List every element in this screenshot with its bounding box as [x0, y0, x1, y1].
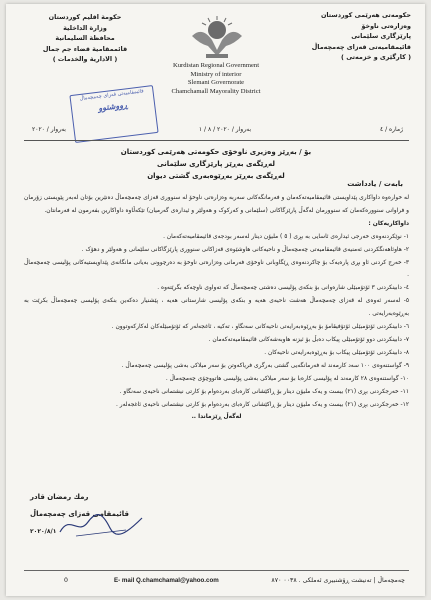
footer — [24, 574, 409, 588]
list-item: ٥- لەسەر ئەوەی لە قەزای چەمچەماڵ هەشت ناحیەی هەیە و بنکەی پۆلیسی شارستانی هەیە ، پێشنیار دەکەین بنکەی پۆلیسی چەمچەماڵ بکرێت بە بەڕێوەبەرایەتی . — [24, 298, 409, 318]
meta-row — [26, 124, 411, 136]
krg-emblem-icon — [182, 14, 252, 60]
footer-address: چەمچەماڵ | تەنیشت ڕۆشنبیری ئەملکی . ٠٠٣٨ ٨٧٠ — [271, 577, 405, 584]
doc-date: بەروار / ٢٠٢٠ / ٨ / ١ — [198, 126, 251, 133]
header-line: محافظة السليمانية — [55, 34, 115, 42]
page-number: 0 — [64, 577, 68, 584]
footer-divider — [24, 570, 409, 571]
list-item: ١٢- خەرجکردنی بڕی (٢١) بیست و یەک ملیۆن دینار بۆ ڕاکێشانی کارەبای بەردەوام بۆ کارتی نیشتمانی ناحیەی ئاغجەلەر . — [116, 401, 409, 408]
divider — [24, 140, 409, 141]
header-english — [136, 62, 296, 96]
list-item: ٩- گواستنەوەی ١٠٠ سەد کارمەند لە فەرمانگەیی گشتی بەرگری فریاکەوتن بۆ سەر میلاکی بەشی پۆلیسی چەمچەماڵ . — [121, 362, 409, 369]
handwritten-signature-icon — [56, 510, 146, 540]
header-line: Ministry of interior — [190, 70, 242, 78]
subject: بابەت / یادداشت — [347, 180, 403, 188]
header-line: قائممقامية قضاء جم جمال — [42, 44, 128, 53]
list-item: ٤- دابینکردنی ٣ ئۆتۆمبێلی شارەوانی بۆ بنکەی پۆلیسی دەشتی چەمچەماڵ کە تەواوی ناوچەکە بگرێتەوە . — [157, 285, 409, 292]
closing: لەگەڵ ڕێزماندا .. — [191, 414, 242, 421]
list-item: ٧- دابینکردنی دوو ئۆتۆمبێلی پیکاب دەبڵ بۆ ئیزنە هاوبەشەکانی قائیمقامیەتەکەمان . — [208, 336, 409, 343]
header-arabic — [20, 12, 150, 65]
list-item: ١١- خەرجکردنی بڕی (٢١) بیست و یەک ملیۆن دینار بۆ ڕاکێشانی کارەبای بەردەوام بۆ کارتی نیشتمانی ناحیەی سەنگاو . — [119, 388, 409, 395]
paragraph: لە خوارەوە داواکاری پێداویستی قائیمقامیەتەکەمان و فەرمانگەکانی سەربە وەزارەتی ناوخۆ لە سنووری قەزای چەمچەماڵ دەنێرین بۆتان لەبەر پێویستی زۆرمان و فراوانی سنوورەکەمان کە سنوورمان لەگەڵ پارێزگاکانی (سلێمانی و کەرکوک و هەولێر و ئیدارەی گەرمیان) تێکەڵاوە داواکارین بفەرمون لە فەرمانتان. — [24, 195, 409, 214]
header-line: قائیمقامیەتی قەزای چەمچەماڵ — [311, 42, 411, 51]
header-line: Kurdistan Regional Government — [172, 62, 260, 69]
header-kurdish — [291, 10, 411, 63]
signer-title: قائیمقامی قەزای چەمچەماڵ — [30, 510, 129, 518]
recipient-line: بۆ / بەڕێز وەزیری ناوخۆی حکومەتی هەرێمی کوردستان — [120, 148, 312, 156]
signer-date: ٢٠٢٠/٨/١ — [30, 528, 57, 535]
header-line: پارێزگاری سلێمانی — [351, 32, 411, 40]
footer-email: E- mail Q.chamchamal@yahoo.com — [114, 577, 219, 584]
header-line: وزارة الداخلية — [63, 23, 107, 32]
recipient-line: لەڕێگەی بەڕێز بەڕێوەبەری گشتی دیوان — [147, 172, 285, 180]
list-item: ٨- دابینکردنی ئۆتۆمبێلی پیکاب بۆ بەڕێوەبەرایەتی ناحیەکان . — [264, 349, 409, 356]
paragraph: داواکاریەکان : — [368, 220, 409, 227]
list-item: ٣- خەرج کردنی ئاو بڕی پارەیەک بۆ چاکردنەوەی ڕێگاوبانی ناوخۆی فەرمانی وەزارەتی ناوخۆ بە دەرچوونی بەیانی مانگانەی پێداویستیەکانی پۆلیسی چەمچەماڵ . — [24, 259, 409, 279]
document-page — [6, 4, 425, 596]
header-line: حکومەتی هەرێمی کوردستان — [320, 11, 411, 19]
header-line: Slemani Governorate — [187, 79, 245, 87]
stamp-word: ڕووشتوو — [97, 100, 129, 113]
doc-date-left: بەروار / ٢٠٢٠ — [32, 126, 66, 133]
header-line: ( کارگێری و خزمەتی ) — [341, 53, 411, 61]
header-line: Chamchamall Mayorality District — [171, 87, 261, 95]
stamp-text: قائیمقامیەتی قەزای چەمچەماڵ — [79, 88, 144, 103]
header-line: ( الادارية والخدمات ) — [52, 55, 118, 63]
header-line: وەزارەتی ناوخۆ — [361, 21, 411, 30]
letter-body — [24, 192, 409, 424]
list-item: ٦- دابینکردنی ئۆتۆمبێلی ئۆتۆفیقامۆ بۆ بەڕێوەبەرایەتی ناحیەکانی سەنگاو ، تەکیە ، ئاغجەلەر کە ئۆتۆمبێلەکان لەکارکەوتوون . — [111, 324, 409, 331]
list-item: ١٠- گواستنەوەی ٢٨ کارمەند لە پۆلیسی کارەبا بۆ سەر میلاکی بەشی پۆلیسی هاتووچۆی چەمچەماڵ . — [165, 375, 409, 382]
doc-number: ژمارە / ٤ — [379, 126, 403, 133]
list-item: ١- نوێکردنەوەی خەرجی ئیدارەی ئاسایی بە بڕی ( ٥ ) ملیۆن دینار لەسەر بودجەی قائیمقامیەتەکەمان . — [163, 233, 409, 240]
header-line: حكومة اقليم كوردستان — [48, 13, 122, 21]
signer-name: رمك رمضان قادر — [30, 493, 89, 501]
list-item: ٢- هاوئاهەنگکردنی ئەمنیەی قائیمقامیەتی چەمچەماڵ و ناحیەکانی هاوشێوەی قەزاکانی سنووری پارێزگاکانی سلێمانی و هەولێر و دهۆک . — [81, 246, 409, 253]
recipient-block — [26, 146, 406, 182]
recipient-line: لەڕێگەی بەڕێز پارێزگاری سلێمانی — [157, 160, 275, 168]
